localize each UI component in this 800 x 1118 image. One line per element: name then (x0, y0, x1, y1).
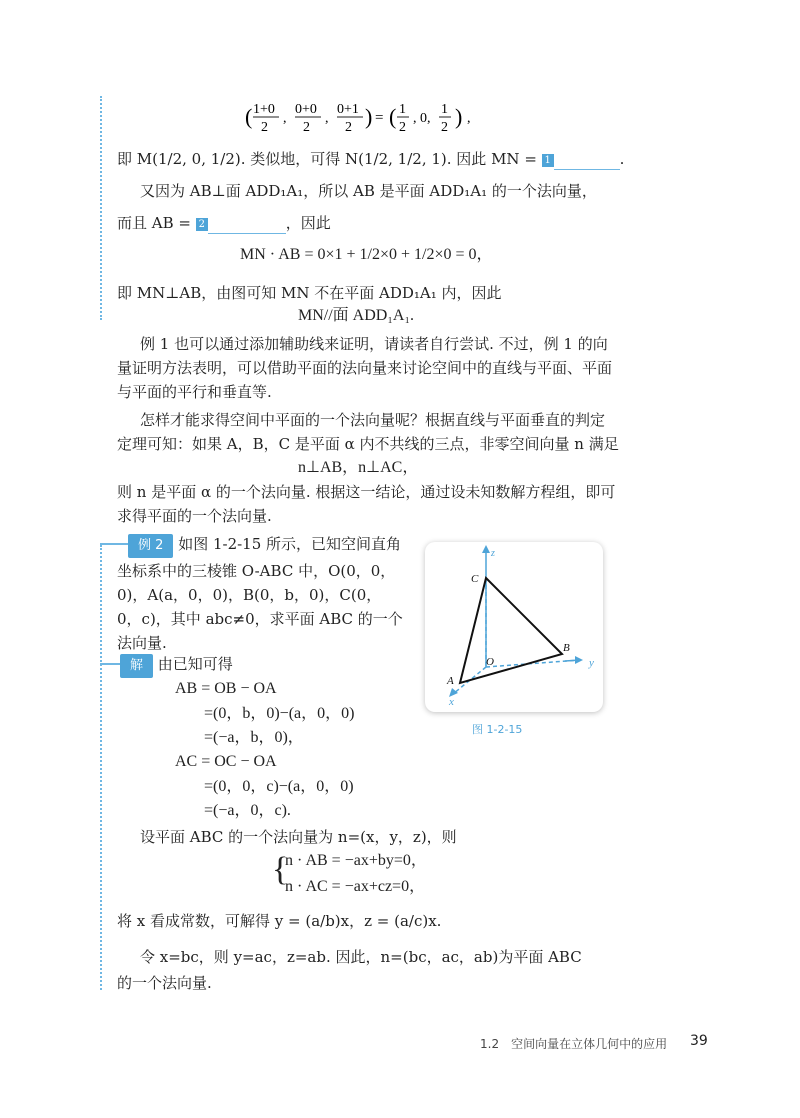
text-M-N: 即 M(1/2, 0, 1/2). 类似地，可得 N(1/2, 1/2, 1). 因此 MN = (117, 150, 537, 168)
svg-text:): ) (455, 104, 463, 129)
left-margin-bar-example (100, 545, 102, 990)
svg-text:1: 1 (441, 102, 448, 117)
solution-set-normal: 设平面 ABC 的一个法向量为 n=(x，y，z)，则 (140, 828, 457, 846)
label-B: B (563, 642, 570, 654)
example-header-rule (100, 543, 130, 545)
example2-tag: 例 2 (128, 534, 173, 558)
svg-text:2: 2 (345, 120, 352, 135)
tetrahedron-diagram (425, 542, 603, 712)
system-eq1: n · AB = −ax+by=0， (285, 852, 427, 869)
answer-blank-2[interactable] (208, 217, 286, 234)
z-axis-arrow (482, 545, 490, 553)
equation-midpoint (245, 100, 495, 141)
example2-text1: 如图 1-2-15 所示，已知空间直角 (178, 535, 402, 553)
para1-line1: 例 1 也可以通过添加辅助线来证明，请读者自行尝试. 不过，例 1 的向 (140, 335, 608, 353)
example2-line1 (128, 533, 401, 558)
solution-AB: AB = OB − OA (175, 680, 277, 697)
para2-line2: 定理可知：如果 A，B，C 是平面 α 内不共线的三点，非零空间向量 n 满足 (117, 435, 619, 453)
para1-line2: 量证明方法表明，可以借助平面的法向量来讨论空间中的直线与平面、平面 (117, 359, 613, 377)
solution-AC: AC = OC − OA (175, 753, 277, 770)
line-MN-perp: 即 MN⊥AB，由图可知 MN 不在平面 ADD₁A₁ 内，因此 (117, 284, 502, 302)
example2-line3: 0)，A(a，0，0)，B(0，b，0)，C(0， (117, 586, 382, 604)
para1-line3: 与平面的平行和垂直等. (117, 383, 272, 401)
para2-line4: 则 n 是平面 α 的一个法向量. 根据这一结论，通过设未知数解方程组，即可 (117, 483, 616, 501)
solution-AB-step1: =(0，b，0)−(a，0，0) (204, 705, 355, 722)
blank-marker-1: 1 (542, 154, 554, 167)
figure-1-2-15 (425, 542, 603, 712)
line-M-N: 即 M(1/2, 0, 1/2). 类似地，可得 N(1/2, 1/2, 1). 因此 MN = 1 . (117, 150, 625, 168)
para2-line3: n⊥AB，n⊥AC， (298, 459, 419, 476)
left-margin-bar-top (100, 96, 102, 320)
svg-text:0+1: 0+1 (337, 102, 359, 117)
triangle-ABC (460, 578, 562, 683)
svg-text:): ) (365, 104, 373, 129)
y-axis-arrow (575, 656, 583, 664)
system-eq2: n · AC = −ax+cz=0， (285, 878, 426, 895)
svg-text:2: 2 (303, 120, 310, 135)
example2-line5: 法向量. (117, 634, 167, 652)
solution-result: 令 x=bc，则 y=ac，z=ab. 因此，n=(bc，ac，ab)为平面 ABC (140, 948, 582, 966)
svg-text:, 0,: , 0, (413, 111, 431, 126)
label-y: y (589, 657, 594, 669)
svg-text:,: , (283, 111, 287, 126)
midpoint-fraction-svg (245, 100, 495, 134)
line-AB-normal: 又因为 AB⊥面 ADD₁A₁，所以 AB 是平面 ADD₁A₁ 的一个法向量， (140, 182, 597, 200)
svg-text:1: 1 (399, 102, 406, 117)
footer-section-title: 1.2 空间向量在立体几何中的应用 (480, 1037, 668, 1051)
figure-caption: 图 1-2-15 (472, 723, 523, 736)
solution-result-end: 的一个法向量. (117, 974, 212, 992)
svg-text:0+0: 0+0 (295, 102, 317, 117)
label-A: A (447, 675, 454, 687)
svg-text:(: ( (389, 104, 397, 129)
svg-text:,: , (325, 111, 329, 126)
answer-blank-1[interactable] (554, 153, 620, 170)
label-z: z (491, 548, 495, 559)
equation-dot-product: MN · AB = 0×1 + 1/2×0 + 1/2×0 = 0， (240, 246, 493, 263)
label-x: x (449, 696, 454, 708)
solution-solve: 将 x 看成常数，可解得 y = (a/b)x，z = (a/c)x. (117, 912, 442, 930)
page-number: 39 (690, 1033, 708, 1049)
solution-line1 (120, 653, 233, 678)
svg-text:2: 2 (399, 120, 406, 135)
solution-header-rule (100, 663, 120, 665)
line-MN-parallel: MN//面 ADD₁A₁. (298, 307, 415, 324)
para2-line1: 怎样才能求得空间中平面的一个法向量呢？根据直线与平面垂直的判定 (140, 411, 606, 429)
system-brace: { (272, 851, 289, 888)
svg-text:,: , (467, 111, 471, 126)
text-therefore: ，因此 (285, 214, 331, 232)
example2-line4: 0，c)，其中 abc≠0，求平面 ABC 的一个 (117, 610, 403, 628)
solution-AB-step2: =(−a，b，0)， (204, 729, 304, 746)
text-AB-equals: 而且 AB = (117, 214, 191, 232)
solution-tag: 解 (120, 654, 153, 678)
solution-AC-step2: =(−a，0，c). (204, 802, 291, 819)
svg-text:(: ( (245, 104, 253, 129)
solution-text1: 由已知可得 (157, 655, 233, 673)
svg-text:2: 2 (261, 120, 268, 135)
example2-line2: 坐标系中的三棱锥 O-ABC 中，O(0，0， (117, 562, 396, 580)
svg-text:2: 2 (441, 120, 448, 135)
solution-AC-step1: =(0，0，c)−(a，0，0) (204, 778, 354, 795)
label-C: C (471, 573, 479, 585)
line-AB-equals (117, 212, 331, 234)
label-O: O (486, 656, 494, 668)
svg-text:=: = (375, 110, 384, 126)
para2-line5: 求得平面的一个法向量. (117, 507, 272, 525)
blank-marker-2: 2 (196, 218, 208, 231)
svg-text:1+0: 1+0 (253, 102, 275, 117)
